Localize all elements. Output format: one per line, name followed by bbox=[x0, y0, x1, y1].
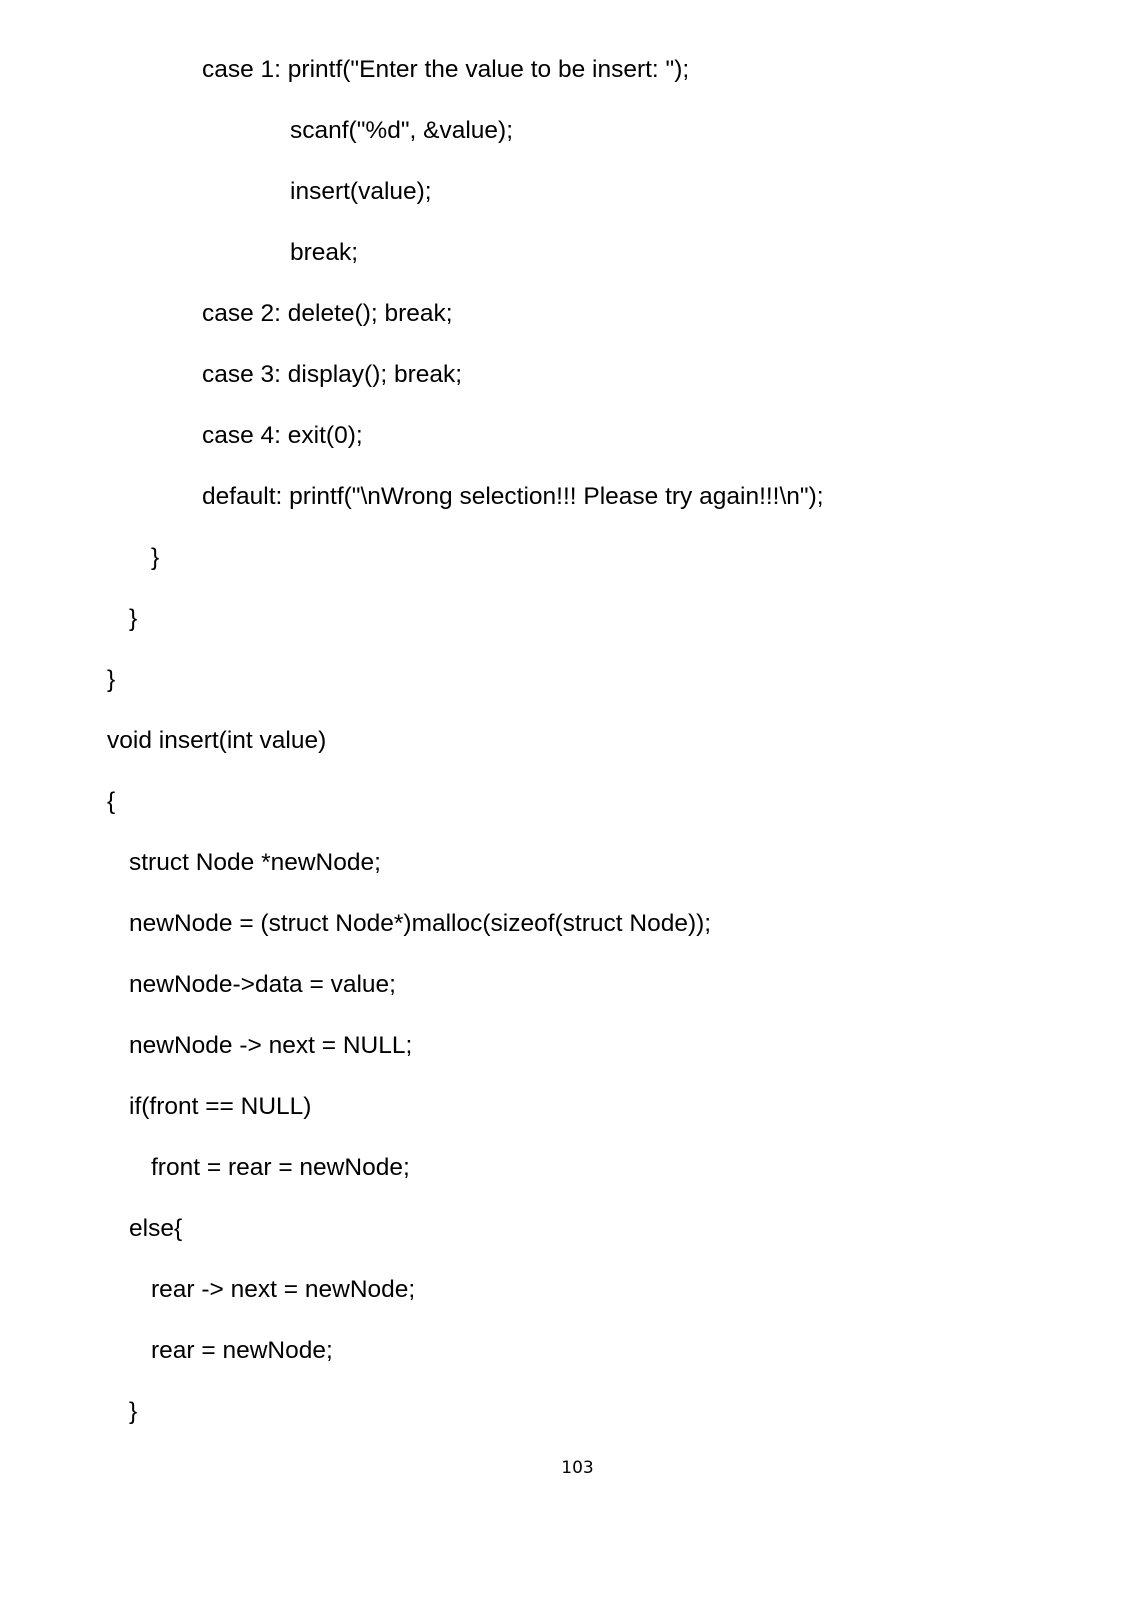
code-line: rear -> next = newNode; bbox=[151, 1276, 416, 1303]
code-line: } bbox=[129, 605, 138, 632]
code-line: { bbox=[107, 788, 116, 815]
code-line: struct Node *newNode; bbox=[129, 849, 381, 876]
code-line: newNode = (struct Node*)malloc(sizeof(struct Node)); bbox=[129, 910, 712, 937]
code-line: case 2: delete(); break; bbox=[202, 300, 453, 327]
code-line: } bbox=[129, 1398, 138, 1425]
code-line: case 4: exit(0); bbox=[202, 422, 363, 449]
code-line: case 1: printf("Enter the value to be insert: "); bbox=[202, 56, 690, 83]
code-line: scanf("%d", &value); bbox=[290, 117, 514, 144]
code-line: case 3: display(); break; bbox=[202, 361, 463, 388]
code-line: front = rear = newNode; bbox=[151, 1154, 410, 1181]
page-number: 103 bbox=[561, 1458, 594, 1478]
code-line: newNode->data = value; bbox=[129, 971, 396, 998]
code-line: } bbox=[107, 666, 116, 693]
code-line: newNode -> next = NULL; bbox=[129, 1032, 413, 1059]
code-line: if(front == NULL) bbox=[129, 1093, 312, 1120]
code-line: } bbox=[151, 544, 160, 571]
code-line: else{ bbox=[129, 1215, 183, 1242]
code-line: rear = newNode; bbox=[151, 1337, 333, 1364]
code-line: void insert(int value) bbox=[107, 727, 327, 754]
code-line: insert(value); bbox=[290, 178, 432, 205]
code-line: default: printf("\nWrong selection!!! Please try again!!!\n"); bbox=[202, 483, 824, 510]
code-line: break; bbox=[290, 239, 359, 266]
